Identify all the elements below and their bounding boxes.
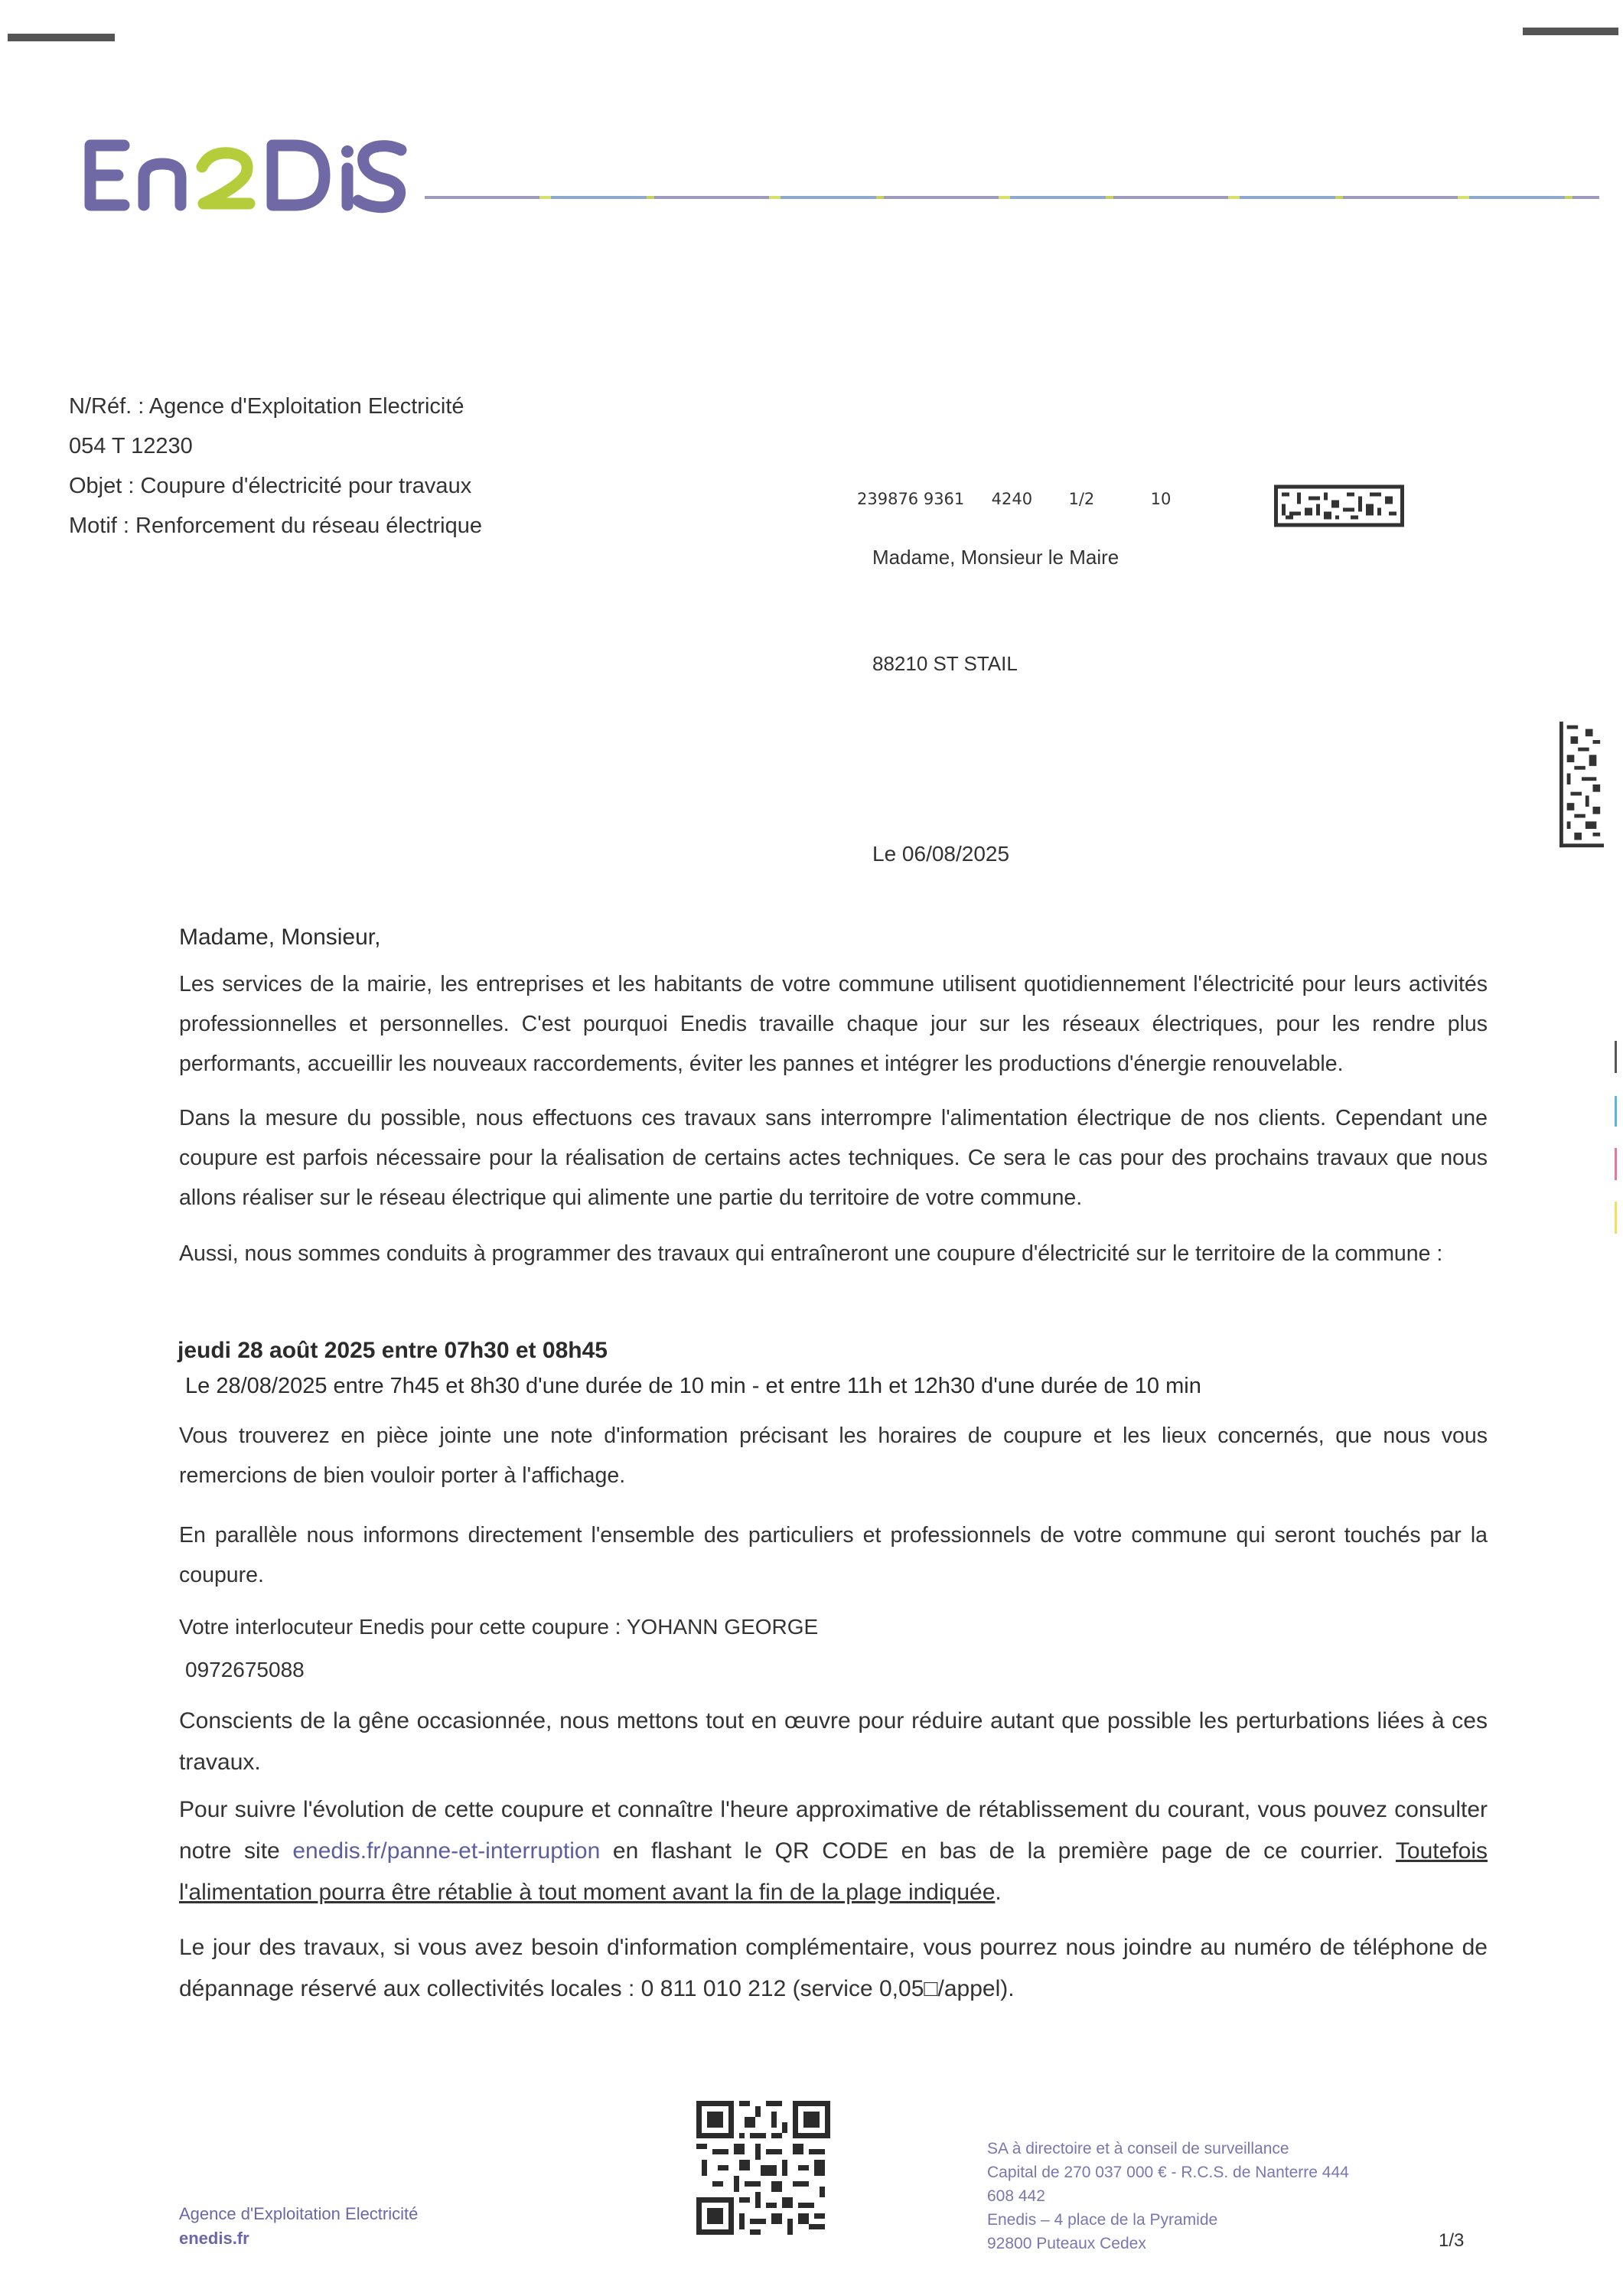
schedule-date: jeudi 28 août 2025 entre 07h30 et 08h45: [178, 1338, 608, 1363]
contact-phone: 0972675088: [185, 1658, 305, 1681]
paragraph-6: Conscients de la gêne occasionnée, nous mettons tout en œuvre pour réduire autant que possible les perturbations liées à ces travaux.: [179, 1708, 1488, 1775]
paragraph-3: Aussi, nous sommes conduits à programmer des travaux qui entraîneront une coupure d'électricité sur le territoire de la commune :: [179, 1241, 1443, 1266]
printer-mark-cyan: [1615, 1096, 1617, 1127]
enedis-logo: [80, 138, 409, 214]
paragraph-4: Vous trouverez en pièce jointe une note d'information précisant les horaires de coupure et les lieux concernés, que nous vous remercions de bien vouloir porter à l'affichage.: [179, 1424, 1488, 1488]
outage-website-link[interactable]: enedis.fr/panne-et-interruption: [292, 1838, 601, 1864]
scan-mark-left: [8, 34, 115, 41]
restoration-notice: Toutefois l'alimentation pourra être rétablie à tout moment avant la fin de la plage indiquée: [179, 1838, 1488, 1905]
paragraph-5: En parallèle nous informons directement l'ensemble des particuliers et professionnels de votre commune qui seront touchés par la coupure.: [179, 1523, 1488, 1587]
legal-line: SA à directoire et à conseil de surveillance: [987, 2140, 1289, 2157]
subject-line: Objet : Coupure d'électricité pour travaux: [69, 474, 472, 498]
page-number: 1/3: [1439, 2230, 1465, 2251]
reference-line: N/Réf. : Agence d'Exploitation Electricité: [69, 394, 464, 419]
paragraph-7-text: en flashant le QR CODE en bas de la première page de ce courrier.: [600, 1838, 1383, 1864]
schedule-detail: Le 28/08/2025 entre 7h45 et 8h30 d'une durée de 10 min - et entre 11h et 12h30 d'une durée de 10 min: [185, 1374, 1201, 1398]
contact-label: Votre interlocuteur Enedis pour cette coupure : YOHANN GEORGE: [179, 1615, 819, 1639]
legal-line: Capital de 270 037 000 € - R.C.S. de Nanterre 444: [987, 2164, 1349, 2181]
paragraph-1: Les services de la mairie, les entreprises et les habitants de votre commune utilisent quotidiennement l'électricité pour leurs activités professionnelles et personnelles. C'est pourquoi Enedis travaille chaque jour sur les réseaux électriques, pour les rendre plus performants, accueillir les nouveaux raccordements, éviter les pannes et intégrer les productions d'énergie renouvelable.: [179, 972, 1488, 1076]
printer-mark-black: [1615, 1041, 1617, 1073]
reference-block: [69, 386, 605, 546]
qr-code[interactable]: [696, 2101, 830, 2235]
reason-line: Motif : Renforcement du réseau électrique: [69, 514, 482, 538]
paragraph-8: Le jour des travaux, si vous avez besoin d'information complémentaire, vous pourrez nous joindre au numéro de téléphone de dépannage réservé aux collectivités locales : 0 811 010 212 (service 0,05□/appel).: [179, 1935, 1488, 2001]
printer-mark-magenta: [1615, 1148, 1617, 1180]
mailing-code-number: 4240: [991, 490, 1033, 508]
header-rule: [425, 196, 1599, 199]
reference-code: 054 T 12230: [69, 434, 193, 458]
paragraph-7-text: Pour suivre l'évolution de cette coupure et connaître l'heure approximative de rétablissement du courant, vous pouvez consulter notre site: [179, 1797, 1488, 1864]
recipient-city: 88210 ST STAIL: [872, 652, 1018, 675]
datamatrix-barcode: [1274, 484, 1404, 527]
legal-line: 608 442: [987, 2187, 1045, 2205]
salutation: Madame, Monsieur,: [179, 925, 381, 950]
recipient-name: Madame, Monsieur le Maire: [872, 546, 1119, 569]
side-barcode: [1559, 719, 1604, 850]
footer-agency: Agence d'Exploitation Electricité: [179, 2204, 419, 2223]
paragraph-2: Dans la mesure du possible, nous effectuons ces travaux sans interrompre l'alimentation électrique de nos clients. Cependant une coupure est parfois nécessaire pour la réalisation de certains actes techniques. Ce sera le cas pour des prochains travaux que nous allons réaliser sur le réseau électrique qui alimente une partie du territoire de votre commune.: [179, 1106, 1488, 1210]
letter-date: Le 06/08/2025: [872, 842, 1010, 866]
printer-mark-yellow: [1615, 1202, 1617, 1234]
paragraph-7-end: .: [995, 1880, 1002, 1905]
scan-mark-right: [1523, 28, 1618, 35]
mailing-code: [857, 490, 1178, 508]
legal-line: 92800 Puteaux Cedex: [987, 2235, 1146, 2252]
paragraph-7: [179, 1789, 1488, 1913]
mailing-code-page: 1/2: [1068, 490, 1095, 508]
mailing-code-number: 10: [1150, 490, 1172, 508]
mailing-code-number: 239876 9361: [857, 490, 965, 508]
footer-site-link[interactable]: enedis.fr: [179, 2229, 249, 2248]
footer-legal: [987, 2137, 1408, 2255]
legal-line: Enedis – 4 place de la Pyramide: [987, 2211, 1218, 2229]
